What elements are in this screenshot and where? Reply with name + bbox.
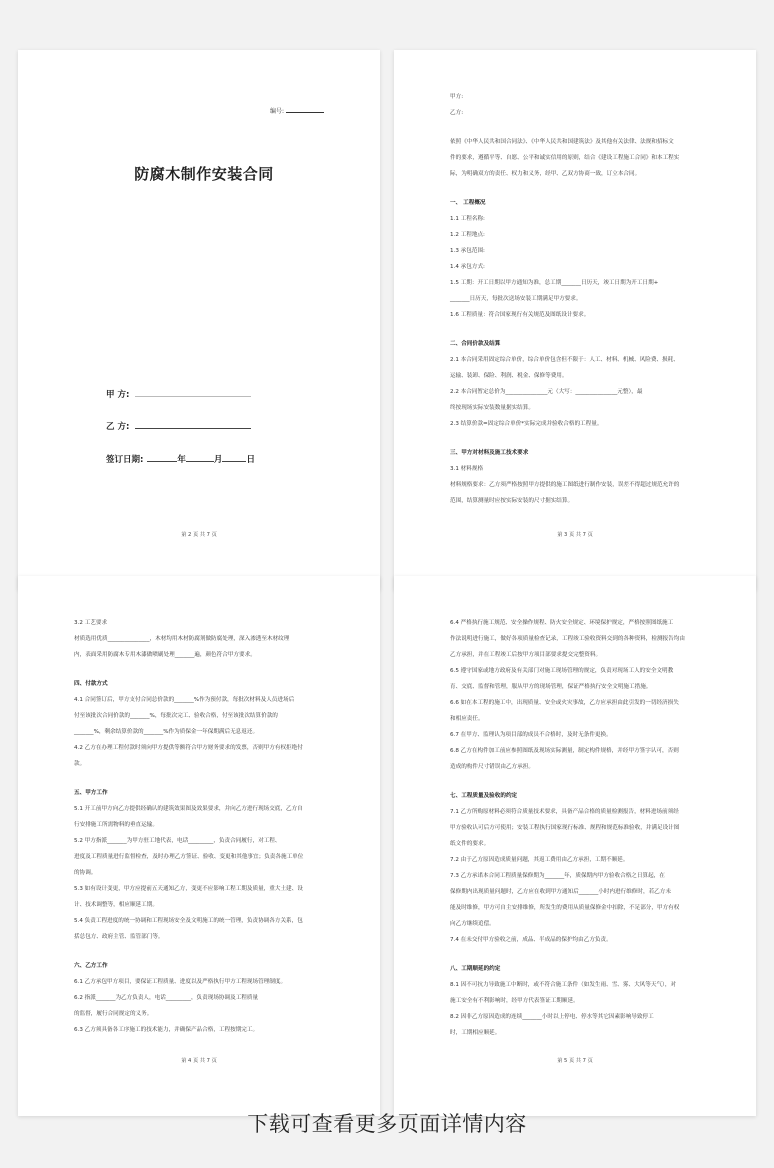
paragraph-gap [74,663,330,676]
section-heading: 三、甲方对材料及施工技术要求 [450,450,529,456]
text-line: 甲方: [450,94,464,100]
text-line: _______%，剩余结算价款的_______%作为质保金一年保期满后无息返还。 [74,729,259,735]
text-line: 内，表面采用防腐木专用木漆做喷刷处理_______遍，颜色符合甲方要求。 [74,652,256,658]
text-line: 育、交底、监督和管理，服从甲方的现场管理，保证严格执行安全文明施工措施。 [450,684,652,690]
sign-date-label: 签订日期: [106,455,144,465]
text-line: 7.4 在未交付甲方验收之前，成品、半成品的保护均由乙方负责。 [450,937,612,943]
page-footer: 第 5 页 共 7 页 [557,1058,593,1064]
text-line: 7.3 乙方承诺本合同工程质量保修期为_______年，质保期内甲方验收合格之日算起，在 [450,873,665,879]
text-line: 7.2 由于乙方原因造成质量问题，其返工费用由乙方承担，工期不顺延。 [450,857,629,863]
text-line: 1.2 工程地点: [450,232,485,238]
text-line: 范围，结算测量时应按实际安装的尺寸据实结算。 [450,498,574,504]
text-line: 1.6 工程质量：符合国家现行有关规范及图纸设计要求。 [450,312,590,318]
text-line: 2.3 结算价款=固定综合单价*实际完成并验收合格的工程量。 [450,421,603,427]
text-line: 2.2 本合同暂定总价为_______________元（大写：_______________元整），最 [450,389,643,395]
party-b-field [106,420,251,432]
section-heading: 五、甲方工作 [74,790,108,796]
text-line: 8.1 因不可抗力导致施工中断时，或不符合施工条件（如发生雨、雪、雾、大风等天气），对 [450,982,677,988]
text-line: 3.1 材料规格 [450,466,484,472]
text-line: 和相应责任。 [450,716,484,722]
text-line: 运输、装卸、保险、利润、税金、保修等费用。 [450,373,568,379]
text-line: 7.1 乙方所购原材料必须符合质量技术要求，具备产品合格的质量检测报告，材料进场前须经 [450,809,679,815]
section-heading: 四、付款方式 [74,681,108,687]
page-body [450,615,706,1041]
contract-number [270,106,324,115]
section-heading: 七、工程质量及验收的约定 [450,793,518,799]
text-line: 款。 [74,761,86,767]
text-line: 时，工期相应顺延。 [450,1030,501,1036]
text-line: 施工安全有不利影响时，经甲方代表签证工期顺延。 [450,998,579,1004]
paragraph-gap [450,182,706,195]
contract-page-3 [394,50,756,590]
text-line: 8.2 因非乙方原因造成的连续_______小时以上停电、停水等其它因素影响导致停工 [450,1014,654,1020]
text-line: 5.3 如有设计变更，甲方应提前五天通知乙方，变更不应影响工程工期及质量，重大土建、设 [74,886,303,892]
text-line: 依照《中华人民共和国合同法》、《中华人民共和国建筑法》及其他有关法律、法规和招标文 [450,139,674,145]
text-line: 甲方验收认可后方可使用；安装工程执行国家现行标准、规程和规范标准验收，并满足设计图 [450,825,680,831]
paragraph-gap [450,432,706,445]
text-line: 乙方: [450,110,464,116]
text-line: 6.4 严格执行施工规范、安全操作规程、防火安全规定、环境保护规定，严格按照图纸施工 [450,620,674,626]
section-heading: 六、乙方工作 [74,963,108,969]
section-heading: 二、合同价款及结算 [450,341,501,347]
sign-date-field [106,453,255,465]
text-line: 的协调。 [74,870,97,876]
text-line: 6.6 如在本工程的施工中，出现质量、安全或火灾事故，乙方应承担由此引发的一切经济损失 [450,700,679,706]
text-line: 造成的构件尺寸错误由乙方承担。 [450,764,534,770]
text-line: 6.3 乙方须具备各工序施工的技术能力，并确保产品合格，工程按期完工。 [74,1027,259,1033]
section-heading: 一、 工程概况 [450,200,486,206]
download-caption: 下载可查看更多页面详情内容 [247,1112,527,1136]
text-line: 向乙方继续追偿。 [450,921,495,927]
party-b-label: 乙 方: [106,422,130,432]
text-line: 6.1 乙方承包甲方项目，要保证工程质量、进度以及严格执行甲方工程现场管理制度。 [74,979,287,985]
text-line: 际，为明确双方的责任、权力和义务，经甲、乙双方协商一致，订立本合同。 [450,171,641,177]
page-body [74,615,330,1038]
text-line: 乙方承担，并在工程竣工后按甲方项目部要求提交完整资料。 [450,652,602,658]
paragraph-gap [450,948,706,961]
text-line: 4.1 合同签订后，甲方支付合同总价款的_______%作为预付款，每批次材料及人员进场后 [74,697,295,703]
contract-number-label: 编号: [269,108,284,115]
party-a-field [106,388,251,400]
text-line: 5.1 开工前甲方向乙方提供经确认的建筑效果图及效果要求，并向乙方进行现场交底，乙方自 [74,806,303,812]
party-a-label: 甲 方: [106,390,130,400]
text-line: 的监督，履行合同规定的义务。 [74,1011,153,1017]
page-footer: 第 2 页 共 7 页 [181,532,217,538]
text-line: 2.1 本合同采用固定综合单价，综合单价包含但不限于：人工、材料、机械、风险费、损耗、 [450,357,679,363]
text-line: 5.2 甲方指派_______为甲方驻工地代表，电话_________，负责合同履行，对工程、 [74,838,281,844]
page-footer: 第 3 页 共 7 页 [557,532,593,538]
text-line: 行安排施工所需物料的垂直运输。 [74,822,158,828]
text-line: 保修期内出现质量问题时，乙方应在收到甲方通知后_______小时内进行维修时，若乙方未 [450,889,671,895]
text-line: 6.2 指派_______为乙方负责人，电话_________，负责现场协调及工程质量 [74,995,259,1001]
text-line: 进度及工程质量进行监督检查，及时办理乙方签证、验收、变更和其他事宜；负责各施工单位 [74,854,304,860]
year-blank [147,453,177,462]
text-line: 1.3 承包范围: [450,248,485,254]
day-blank [222,453,246,462]
text-line: 6.8 乙方在构件加工前应参照图纸及现场实际测量，制定构件规格，并经甲方签字认可，否则 [450,748,679,754]
text-line: 材质选用优质_______________，木材均用木材防腐剂做防腐处理，深入渗透至木材纹理 [74,636,290,642]
text-line: 终按现场实际安装数量据实结算。 [450,405,534,411]
text-line: 能及时维修，甲方可自主安排维修，所发生的费用从质量保修金中扣除，不足部分，甲方有权 [450,905,680,911]
contract-cover-page [18,50,380,590]
text-line: 4.2 乙方在办理工程付款时须向甲方提供等额符合甲方财务要求的发票，否则甲方有权拒绝付 [74,745,303,751]
page-body [450,89,706,509]
text-line: 6.7 在甲方、监理认为项目部的成员不合格时，及时无条件更换。 [450,732,612,738]
day-label: 日 [246,455,255,465]
text-line: 1.4 承包方式: [450,264,485,270]
text-line: 6.5 遵守国家或地方政府及有关部门对施工现场管理的规定，负责对现场工人的安全文明教 [450,668,674,674]
paragraph-gap [450,121,706,134]
contract-title: 防腐木制作安装合同 [134,165,274,183]
paragraph-gap [450,775,706,788]
text-line: 5.4 负责工程进度的统一协调和工程现场安全及文明施工的统一管理，负责协调各方关系，包 [74,918,303,924]
party-b-blank [135,420,251,429]
page-footer: 第 4 页 共 7 页 [181,1058,217,1064]
paragraph-gap [450,323,706,336]
paragraph-gap [74,772,330,785]
month-label: 月 [213,455,223,465]
text-line: _______日历天，每批次送场安装工期满足甲方要求。 [450,296,582,302]
contract-page-5 [394,576,756,1116]
text-line: 计、技术调整等，相应顺延工期。 [74,902,158,908]
text-line: 作法说明进行施工，做好各项质量检查记录，工程竣工验收资料交到的各种资料，检测报告均由 [450,636,685,642]
year-label: 年 [177,455,186,465]
paragraph-gap [74,945,330,958]
contract-page-4 [18,576,380,1116]
month-blank [186,453,214,462]
text-line: 1.5 工期：开工日期以甲方通知为准，总工期_______日历天，竣工日期为开工日期+ [450,280,659,286]
text-line: 纸文件的要求。 [450,841,490,847]
text-line: 括总包方、政府主管、监管部门等。 [74,934,164,940]
text-line: 件的要求，遵循平等、自愿、公平和诚实信用的原则，结合《建设工程施工合同》和本工程实 [450,155,680,161]
text-line: 1.1 工程名称: [450,216,485,222]
text-line: 材料规格要求：乙方须严格按照甲方提供的施工图纸进行制作安装，误差不得超过规范允许的 [450,482,680,488]
text-line: 付至该批次合同价款的_______%，每批次完工、验收合格，付至该批次结算价款的 [74,713,278,719]
text-line: 3.2 工艺要求 [74,620,108,626]
section-heading: 八、工期顺延的约定 [450,966,501,972]
contract-number-blank [286,107,324,113]
party-a-blank [135,388,251,397]
